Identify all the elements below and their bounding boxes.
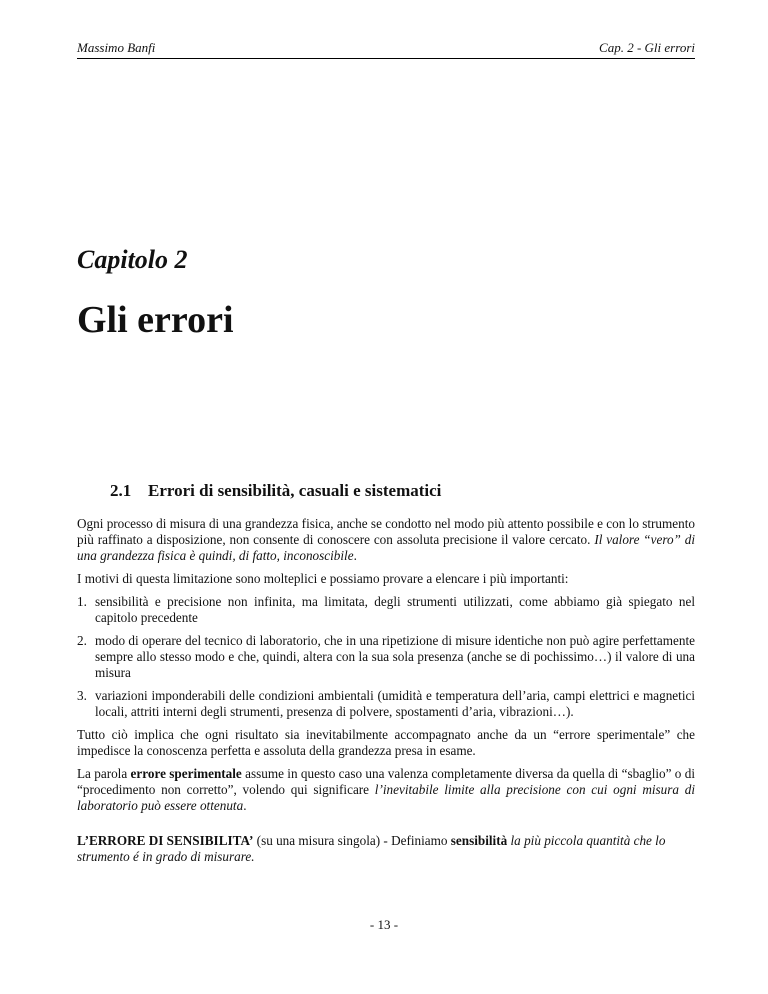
header-author: Massimo Banfi bbox=[77, 40, 156, 55]
paragraph-4-end: . bbox=[243, 798, 247, 813]
paragraph-gap bbox=[77, 821, 695, 833]
list-item-text: variazioni imponderabili delle condizioni ambientali (umidità e temperatura dell’aria, campi elettrici e magnetici locali, attriti interni degli strumenti, presenza di polvere, spostamenti d’aria, vibrazioni…). bbox=[95, 688, 695, 719]
page-number: - 13 - bbox=[369, 917, 399, 932]
paragraph-5-emphasis: la più piccola quantità che lo strumento é in grado di misurare. bbox=[77, 833, 666, 864]
reasons-list bbox=[77, 594, 695, 720]
chapter-title: Gli errori bbox=[77, 299, 234, 341]
paragraph-1-text: Ogni processo di misura di una grandezza fisica, anche se condotto nel modo più attento possibile e con lo strumento più raffinato a disposizione, non consente di conoscere con assoluta precisione il valore cercato. bbox=[77, 516, 695, 547]
header-chapter-ref: Cap. 2 - Gli errori bbox=[599, 40, 695, 55]
paragraph-4 bbox=[77, 766, 695, 814]
paragraph-3: Tutto ciò implica che ogni risultato sia inevitabilmente accompagnato anche da un “errore sperimentale” che impedisce la conoscenza perfetta e assoluta della grandezza presa in esame. bbox=[77, 727, 695, 758]
paragraph-4-bold: errore sperimentale bbox=[130, 766, 242, 781]
paragraph-1-emphasis: Il valore “vero” di una grandezza fisica è quindi, di fatto, inconoscibile bbox=[77, 532, 696, 563]
paragraph-4-text-b: assume in questo caso una valenza completamente diversa da quella di “sbaglio” o di “procedimento non corretto”, volendo qui significare bbox=[77, 766, 695, 797]
paragraph-1-end: . bbox=[353, 548, 357, 563]
section-heading bbox=[110, 481, 441, 501]
body-text bbox=[77, 516, 695, 872]
paragraph-5-text: (su una misura singola) - Definiamo bbox=[256, 833, 448, 848]
list-item bbox=[77, 688, 695, 720]
paragraph-5-bold: L’ERRORE DI SENSIBILITA’ bbox=[77, 833, 254, 848]
list-item bbox=[77, 633, 695, 681]
paragraph-4-text-a: La parola bbox=[77, 766, 128, 781]
running-header bbox=[77, 40, 695, 59]
list-item bbox=[77, 594, 695, 626]
paragraph-5 bbox=[77, 833, 695, 865]
list-item-number: 1. bbox=[77, 594, 87, 609]
paragraph-2: I motivi di questa limitazione sono molteplici e possiamo provare a elencare i più importanti: bbox=[77, 571, 569, 586]
section-title: Errori di sensibilità, casuali e sistematici bbox=[148, 481, 442, 500]
list-item-number: 2. bbox=[77, 633, 87, 648]
list-item-text: modo di operare del tecnico di laboratorio, che in una ripetizione di misure identiche non può agire perfettamente sempre allo stesso modo e che, quindi, altera con la sua sola presenza (anche se di pochissimo…) il valore di una misura bbox=[95, 633, 695, 680]
paragraph-5-bold-term: sensibilità bbox=[450, 833, 508, 848]
list-item-text: sensibilità e precisione non infinita, ma limitata, degli strumenti utilizzati, come abbiamo già spiegato nel capitolo precedente bbox=[95, 594, 695, 625]
list-item-number: 3. bbox=[77, 688, 87, 703]
paragraph-4-emphasis: l’inevitabile limite alla precisione con cui ogni misura di laboratorio può essere ottenuta bbox=[77, 782, 695, 813]
chapter-label: Capitolo 2 bbox=[77, 245, 188, 274]
paragraph-1 bbox=[77, 516, 695, 564]
section-number: 2.1 bbox=[110, 481, 132, 500]
